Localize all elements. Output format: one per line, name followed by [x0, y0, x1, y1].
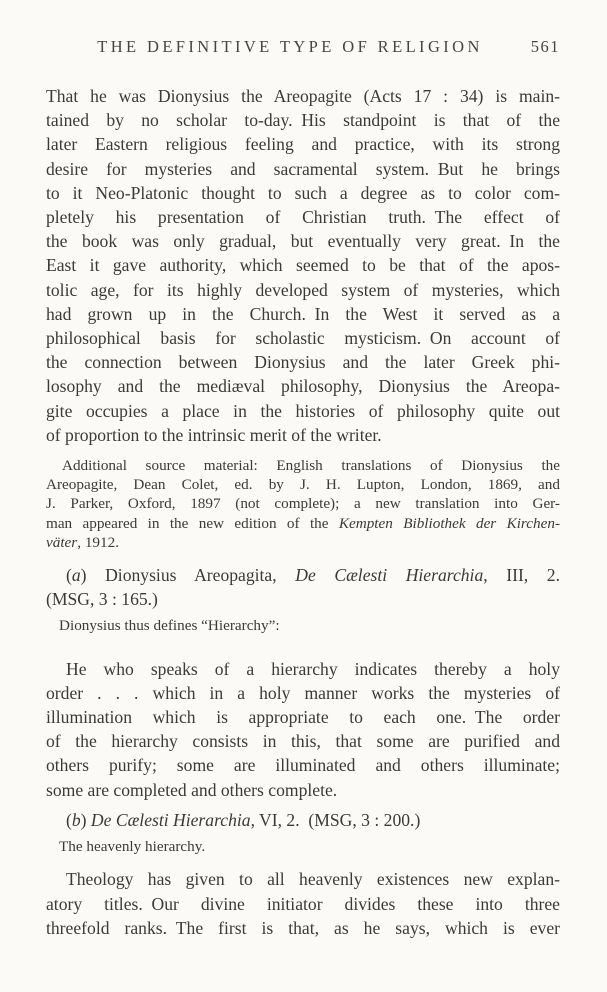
- entry-b-heading: [46, 808, 560, 832]
- text-line: J. Parker, Oxford, 1897 (not complete); a new translation into Ger-: [46, 495, 560, 513]
- text-line: pletely his presentation of Christian truth. The effect of: [46, 207, 560, 228]
- text-line: losophy and the mediæval philosophy, Dionysius the Areopa-: [46, 376, 560, 397]
- italic-text: De Cælesti Hierarchia: [90, 809, 251, 830]
- text-line: man appeared in the new edition of the Kempten Bibliothek der Kirchen-: [46, 514, 560, 532]
- text-line: atory titles. Our divine initiator divides these into three: [46, 893, 560, 914]
- text-line: of the hierarchy consists in this, that some are purified and: [46, 731, 560, 752]
- text-line: väter, 1912.: [46, 533, 119, 551]
- page-title: THE DEFINITIVE TYPE OF RELIGION: [97, 37, 483, 56]
- text-line: He who speaks of a hierarchy indicates thereby a holy: [66, 658, 560, 679]
- text-line: of proportion to the intrinsic merit of the writer.: [46, 424, 382, 445]
- text-line: philosophical basis for scholastic mysticism. On account of: [46, 328, 560, 349]
- entry-a-caption: Dionysius thus defines “Hierarchy”:: [59, 617, 280, 635]
- italic-text: De Cælesti Hierarchia: [295, 565, 484, 586]
- page-number: 561: [530, 37, 560, 56]
- text-line: tolic age, for its highly developed system of mysteries, which: [46, 279, 560, 300]
- text-line: East it gave authority, which seemed to be that of the apos-: [46, 255, 560, 276]
- text-line: gite occupies a place in the histories of philosophy quite out: [46, 400, 560, 421]
- text-line: That he was Dionysius the Areopagite (Acts 17 : 34) is main-: [46, 86, 560, 106]
- text-line: had grown up in the Church. In the West it served as a: [46, 303, 560, 324]
- text-line: illumination which is appropriate to each one. The order: [46, 707, 560, 728]
- text-line: desire for mysteries and sacramental system. But he brings: [46, 158, 560, 179]
- text-line: later Eastern religious feeling and practice, with its strong: [46, 134, 560, 155]
- entry-a-heading: [46, 563, 560, 611]
- italic-text: Kempten Bibliothek der Kirchen-: [338, 514, 560, 532]
- text-line: tained by no scholar to-day. His standpoint is that of the: [46, 110, 560, 131]
- text-line: some are completed and others complete.: [46, 779, 338, 800]
- text-line: Additional source material: English translations of Dionysius the: [62, 457, 560, 475]
- text-line: the book was only gradual, but eventually very great. In the: [46, 231, 560, 252]
- text-line: order . . . which in a holy manner works the mysteries of: [46, 682, 560, 703]
- italic-text: a: [71, 565, 81, 586]
- text-line: to it Neo-Platonic thought to such a degree as to color com-: [46, 182, 560, 203]
- paragraph-dionysius-intro: [46, 84, 560, 447]
- entry-b-caption: The heavenly hierarchy.: [59, 838, 206, 856]
- italic-text: b: [71, 809, 81, 830]
- text-line: (a) Dionysius Areopagita, De Cælesti Hierarchia, III, 2.: [66, 565, 560, 586]
- text-line: Theology has given to all heavenly existences new explan-: [66, 869, 560, 890]
- paragraph-theology: [46, 867, 560, 940]
- text-line: threefold ranks. The first is that, as he says, which is ever: [46, 917, 560, 938]
- running-header: [46, 37, 560, 59]
- text-line: others purify; some are illuminated and others illuminate;: [46, 755, 560, 776]
- text-line: (b) De Cælesti Hierarchia, VI, 2. (MSG, 3 : 200.): [66, 809, 421, 830]
- entry-a-quote: [46, 657, 560, 802]
- text-line: (MSG, 3 : 165.): [46, 589, 158, 610]
- source-note: [46, 456, 560, 552]
- italic-text: väter: [46, 533, 78, 551]
- text-line: Areopagite, Dean Colet, ed. by J. H. Lupton, London, 1869, and: [46, 476, 560, 494]
- text-line: the connection between Dionysius and the later Greek phi-: [46, 352, 560, 373]
